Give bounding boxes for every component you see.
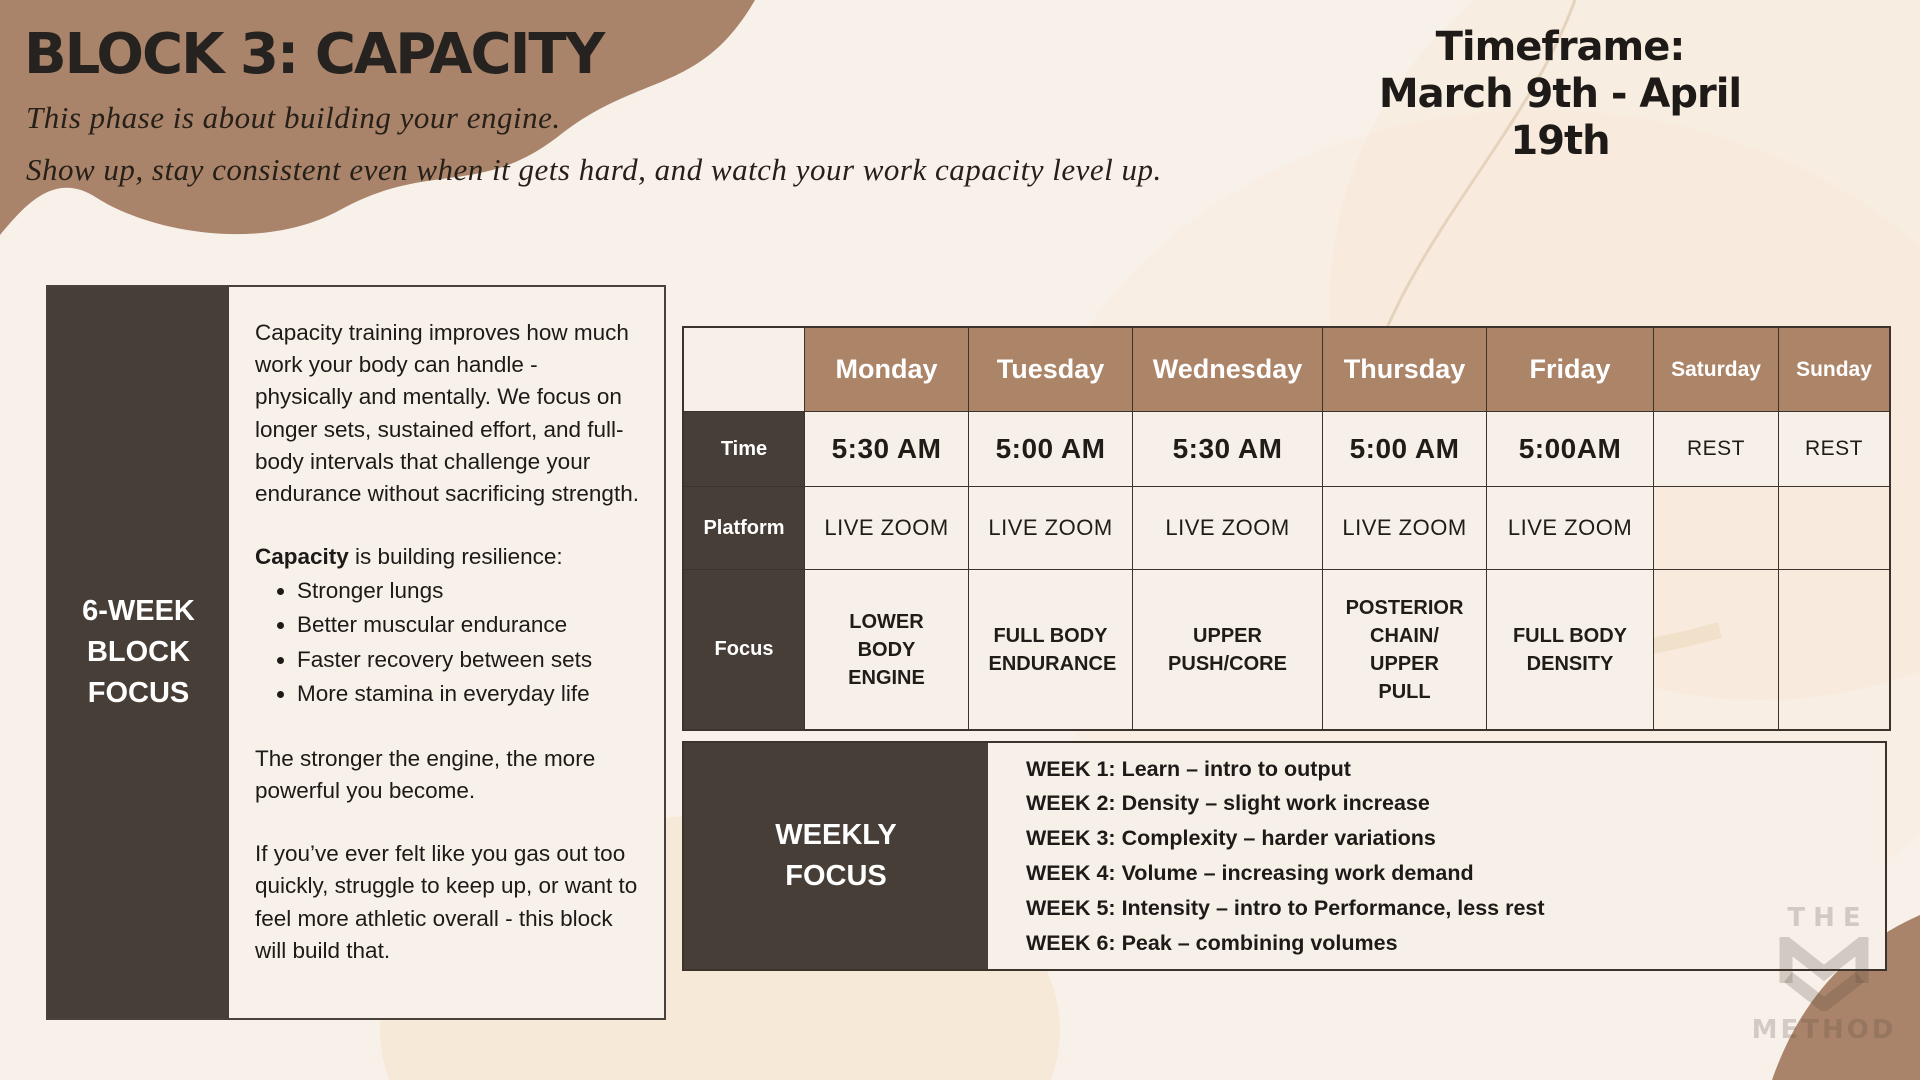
resilience-bold: Capacity xyxy=(255,544,349,570)
day-header-monday: Monday xyxy=(805,328,969,412)
focus-tuesday-text: FULL BODY ENDURANCE xyxy=(988,624,1117,675)
day-header-tuesday: Tuesday xyxy=(969,328,1133,412)
row-label-focus: Focus xyxy=(684,570,805,729)
focus-monday xyxy=(805,570,969,729)
day-header-wednesday: Wednesday xyxy=(1133,328,1323,412)
weekly-focus-item: WEEK 2: Density – slight work increase xyxy=(1026,791,1430,816)
platform-saturday xyxy=(1654,487,1779,570)
weekly-focus-item: WEEK 5: Intensity – intro to Performance, less rest xyxy=(1026,895,1545,920)
time-saturday: REST xyxy=(1654,412,1779,487)
block-focus-paragraph-1: Capacity training improves how much work your body can handle - physically and mentally. We focus on longer sets, sustained effort, and full-body intervals that challenge your endurance without sacrificing strength. xyxy=(255,320,639,506)
focus-sunday xyxy=(1779,570,1889,729)
block-focus-sidebar: 6-WEEK BLOCK FOCUS xyxy=(48,287,229,1018)
focus-saturday xyxy=(1654,570,1779,729)
resilience-heading xyxy=(255,541,640,573)
focus-friday xyxy=(1487,570,1654,729)
block-focus-body xyxy=(229,287,664,1018)
time-friday: 5:00AM xyxy=(1487,412,1654,487)
resilience-bullet-list xyxy=(255,575,640,710)
platform-tuesday: LIVE ZOOM xyxy=(969,487,1133,570)
focus-tuesday xyxy=(969,570,1133,729)
focus-thursday xyxy=(1323,570,1487,729)
row-label-time: Time xyxy=(684,412,805,487)
resilience-rest: is building resilience: xyxy=(348,544,563,570)
weekly-focus-item: WEEK 4: Volume – increasing work demand xyxy=(1026,861,1474,885)
the-m-method-logo xyxy=(1744,903,1904,1045)
focus-wednesday-text: UPPER PUSH/CORE xyxy=(1168,624,1287,675)
timeframe xyxy=(1330,24,1790,166)
subtitle-line-2: Show up, stay consistent even when it gets hard, and watch your work capacity level up. xyxy=(26,152,1162,187)
focus-thursday-text: POSTERIOR CHAIN/ UPPER PULL xyxy=(1345,596,1464,703)
platform-thursday: LIVE ZOOM xyxy=(1323,487,1487,570)
platform-wednesday: LIVE ZOOM xyxy=(1133,487,1323,570)
time-thursday: 5:00 AM xyxy=(1323,412,1487,487)
page-title: BLOCK 3: CAPACITY xyxy=(24,22,604,87)
timeframe-value: March 9th - April 19th xyxy=(1378,71,1742,165)
platform-monday: LIVE ZOOM xyxy=(805,487,969,570)
block-focus-card xyxy=(46,285,666,1020)
weekly-focus-box xyxy=(682,741,1887,971)
bullet-item: • Faster recovery between sets xyxy=(297,644,640,676)
row-label-platform: Platform xyxy=(684,487,805,570)
day-header-saturday: Saturday xyxy=(1654,328,1779,412)
time-wednesday: 5:30 AM xyxy=(1133,412,1323,487)
day-header-friday: Friday xyxy=(1487,328,1654,412)
focus-friday-text: FULL BODY DENSITY xyxy=(1512,624,1628,675)
timeframe-label: Timeframe: xyxy=(1435,24,1685,70)
bullet-item: • Better muscular endurance xyxy=(297,609,640,641)
time-sunday: REST xyxy=(1779,412,1889,487)
focus-monday-text: LOWER BODY ENGINE xyxy=(848,610,925,689)
m-chevron-logo-icon xyxy=(1778,937,1870,1011)
block-focus-paragraph-2: The stronger the engine, the more powerful you become. xyxy=(255,745,596,804)
time-monday: 5:30 AM xyxy=(805,412,969,487)
weekly-schedule-table xyxy=(682,326,1891,731)
focus-wednesday xyxy=(1133,570,1323,729)
platform-friday: LIVE ZOOM xyxy=(1487,487,1654,570)
logo-the-label: THE xyxy=(1787,903,1869,933)
weekly-focus-item: WEEK 3: Complexity – harder variations xyxy=(1026,826,1436,851)
block-focus-paragraph-3: If you’ve ever felt like you gas out too quickly, struggle to keep up, or want to feel more athletic overall - this block will build that. xyxy=(255,841,638,963)
time-tuesday: 5:00 AM xyxy=(969,412,1133,487)
weekly-focus-item: WEEK 6: Peak – combining volumes xyxy=(1026,930,1398,955)
subtitle-line-1: This phase is about building your engine. xyxy=(26,100,561,135)
bullet-item: • More stamina in everyday life xyxy=(297,678,640,710)
bullet-item: • Stronger lungs xyxy=(297,575,640,607)
weekly-focus-item: WEEK 1: Learn – intro to output xyxy=(1026,756,1351,781)
weekly-focus-label: WEEKLY FOCUS xyxy=(684,743,988,969)
day-header-thursday: Thursday xyxy=(1323,328,1487,412)
logo-method-label: METHOD xyxy=(1751,1015,1897,1045)
platform-sunday xyxy=(1779,487,1889,570)
day-header-sunday: Sunday xyxy=(1779,328,1889,412)
schedule-corner-cell xyxy=(684,328,805,412)
